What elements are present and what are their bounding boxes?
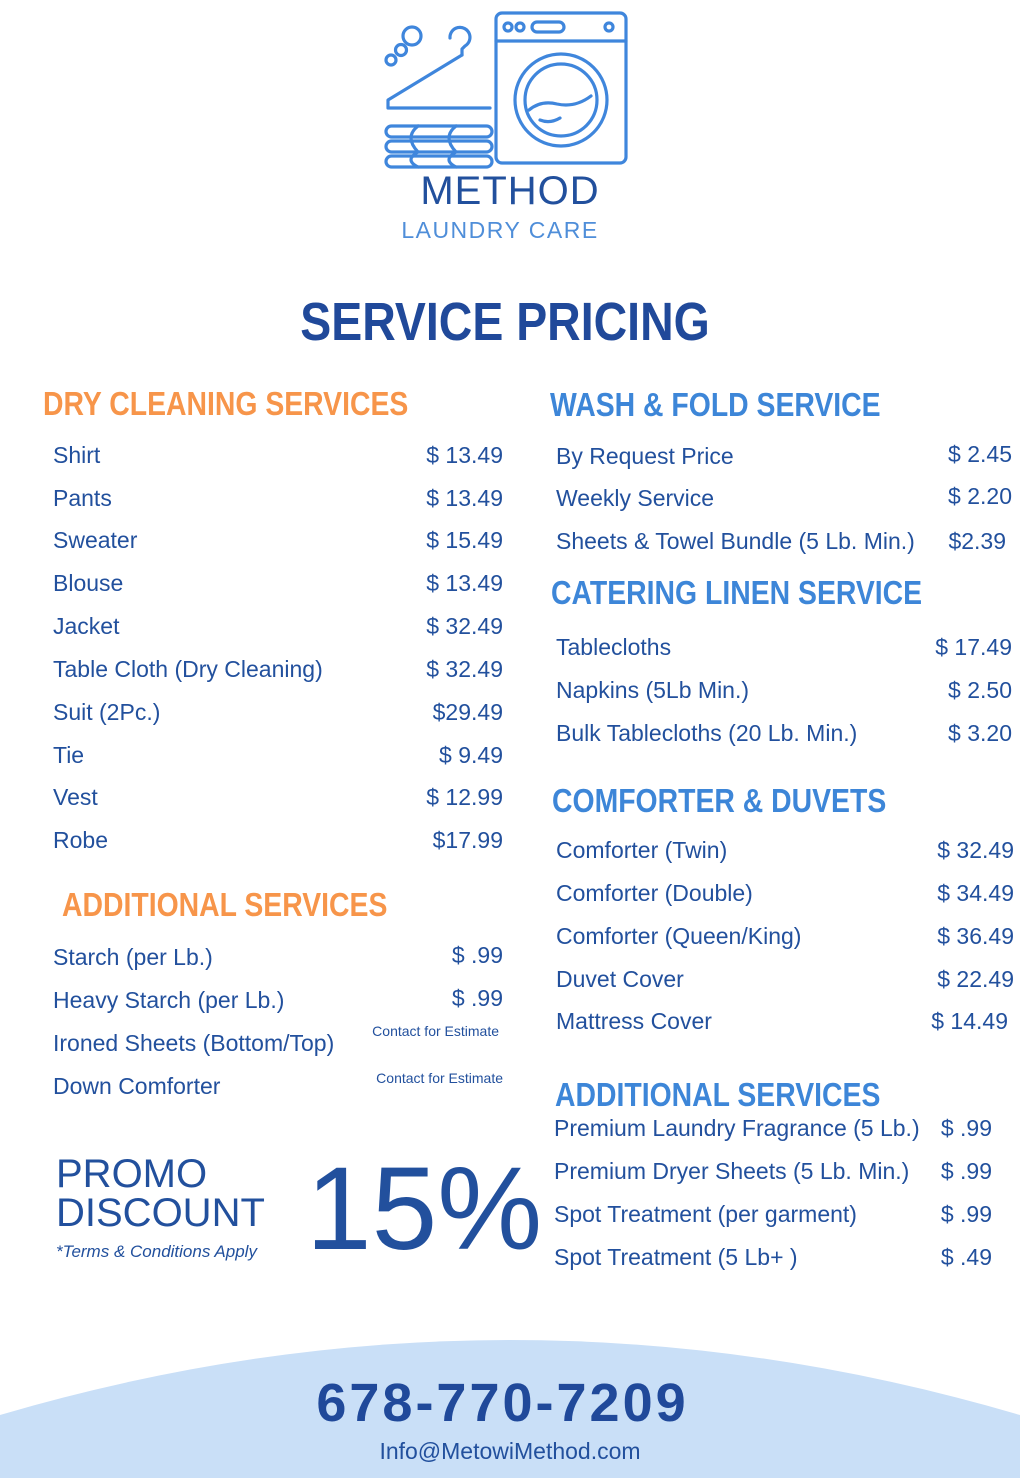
price-row <box>53 697 503 727</box>
price-row <box>53 525 503 555</box>
item-price: $ 13.49 <box>426 442 503 468</box>
price-row <box>53 1071 503 1101</box>
brand-tagline: LAUNDRY CARE <box>401 217 599 243</box>
item-price: $ 15.49 <box>426 527 503 553</box>
item-price: $ .49 <box>940 1244 992 1270</box>
item-label: Jacket <box>53 613 120 639</box>
item-price: $17.99 <box>432 827 503 853</box>
item-price: $ .99 <box>451 942 503 968</box>
price-row <box>554 1156 992 1186</box>
item-label: Spot Treatment (per garment) <box>554 1201 857 1227</box>
item-label: Weekly Service <box>556 485 715 511</box>
item-price: $ .99 <box>940 1201 992 1227</box>
price-row <box>556 1006 1014 1036</box>
price-row <box>53 611 503 641</box>
comforters-heading: COMFORTER & DUVETS <box>552 782 887 819</box>
item-label: Comforter (Twin) <box>556 837 728 863</box>
item-price: $ .99 <box>451 985 503 1011</box>
item-price: $2.39 <box>948 528 1006 554</box>
item-label: Premium Dryer Sheets (5 Lb. Min.) <box>554 1158 910 1184</box>
item-price: Contact for Estimate <box>376 1070 503 1086</box>
item-label: Down Comforter <box>53 1073 221 1099</box>
price-row <box>53 740 503 770</box>
item-label: Suit (2Pc.) <box>53 699 161 725</box>
item-label: By Request Price <box>556 443 734 469</box>
washing-machine-icon <box>496 13 626 163</box>
price-row <box>554 1199 992 1229</box>
item-label: Mattress Cover <box>556 1008 712 1034</box>
item-price: $ 17.49 <box>935 634 1012 660</box>
item-label: Heavy Starch (per Lb.) <box>53 987 285 1013</box>
item-price: $ 13.49 <box>426 570 503 596</box>
price-row <box>53 1023 503 1058</box>
page-title: SERVICE PRICING <box>300 292 710 352</box>
item-price: $ 2.45 <box>948 441 1012 467</box>
price-row <box>556 675 1012 705</box>
item-label: Robe <box>53 827 108 853</box>
item-label: Napkins (5Lb Min.) <box>556 677 750 703</box>
item-price: $ 14.49 <box>931 1008 1008 1034</box>
item-label: Ironed Sheets (Bottom/Top) <box>53 1030 335 1056</box>
promo-line-1: PROMO <box>56 1152 208 1196</box>
price-row <box>556 835 1014 865</box>
price-row <box>556 878 1014 908</box>
email-link[interactable]: Info@MetowiMethod.com <box>379 1438 641 1464</box>
price-row <box>554 1113 992 1143</box>
price-row <box>556 483 1012 513</box>
price-row <box>53 942 503 972</box>
price-row <box>556 632 1012 662</box>
folded-towels-icon <box>386 126 492 167</box>
price-row <box>53 985 503 1015</box>
item-price: $ 32.49 <box>426 656 503 682</box>
item-price: $ 34.49 <box>937 880 1014 906</box>
price-row <box>556 964 1014 994</box>
price-row <box>556 718 1012 748</box>
item-price: $ 2.50 <box>948 677 1012 703</box>
item-price: $ 2.20 <box>948 483 1012 509</box>
item-price: $ .99 <box>940 1115 992 1141</box>
item-label: Blouse <box>53 570 124 596</box>
wash-fold-heading: WASH & FOLD SERVICE <box>550 386 881 423</box>
item-price: $ 32.49 <box>937 837 1014 863</box>
promo-line-2: DISCOUNT <box>56 1191 265 1235</box>
item-price: $ 9.49 <box>439 742 503 768</box>
dry-cleaning-heading: DRY CLEANING SERVICES <box>43 385 409 422</box>
price-row <box>556 441 1012 471</box>
additional-services-heading-left: ADDITIONAL SERVICES <box>62 886 388 923</box>
price-row <box>53 782 503 812</box>
catering-heading: CATERING LINEN SERVICE <box>551 574 923 611</box>
item-label: Pants <box>53 485 112 511</box>
item-price: $ 32.49 <box>426 613 503 639</box>
price-row <box>53 825 503 855</box>
brand-name: METHOD <box>420 169 600 213</box>
item-price: Contact for Estimate <box>372 1023 499 1039</box>
promo-terms: *Terms & Conditions Apply <box>56 1242 257 1261</box>
promo-percent: 15% <box>306 1143 543 1275</box>
bubbles-icon <box>386 27 421 65</box>
price-row <box>53 440 503 470</box>
price-row <box>53 483 503 513</box>
item-label: Premium Laundry Fragrance (5 Lb.) <box>554 1115 920 1141</box>
price-row <box>53 654 503 684</box>
price-row <box>554 1242 992 1272</box>
item-label: Spot Treatment (5 Lb+ ) <box>554 1244 798 1270</box>
item-price: $ 36.49 <box>937 923 1014 949</box>
item-label: Vest <box>53 784 98 810</box>
additional-services-heading-right: ADDITIONAL SERVICES <box>555 1076 881 1113</box>
price-row <box>556 526 1012 556</box>
item-price: $ 13.49 <box>426 485 503 511</box>
item-label: Duvet Cover <box>556 966 684 992</box>
item-price: $ .99 <box>940 1158 992 1184</box>
item-price: $29.49 <box>432 699 503 725</box>
brand-logo <box>380 8 634 170</box>
item-label: Tie <box>53 742 85 768</box>
phone-number[interactable]: 678-770-7209 <box>316 1373 689 1433</box>
item-label: Shirt <box>53 442 101 468</box>
item-label: Sweater <box>53 527 138 553</box>
item-label: Table Cloth (Dry Cleaning) <box>53 656 323 682</box>
item-label: Comforter (Queen/King) <box>556 923 802 949</box>
item-label: Comforter (Double) <box>556 880 753 906</box>
price-row <box>53 568 503 598</box>
price-row <box>556 921 1014 951</box>
item-price: $ 12.99 <box>426 784 503 810</box>
item-price: $ 3.20 <box>948 720 1012 746</box>
item-price: $ 22.49 <box>937 966 1014 992</box>
item-label: Tablecloths <box>556 634 672 660</box>
item-label: Sheets & Towel Bundle (5 Lb. Min.) <box>556 528 915 554</box>
item-label: Bulk Tablecloths (20 Lb. Min.) <box>556 720 858 746</box>
item-label: Starch (per Lb.) <box>53 944 213 970</box>
